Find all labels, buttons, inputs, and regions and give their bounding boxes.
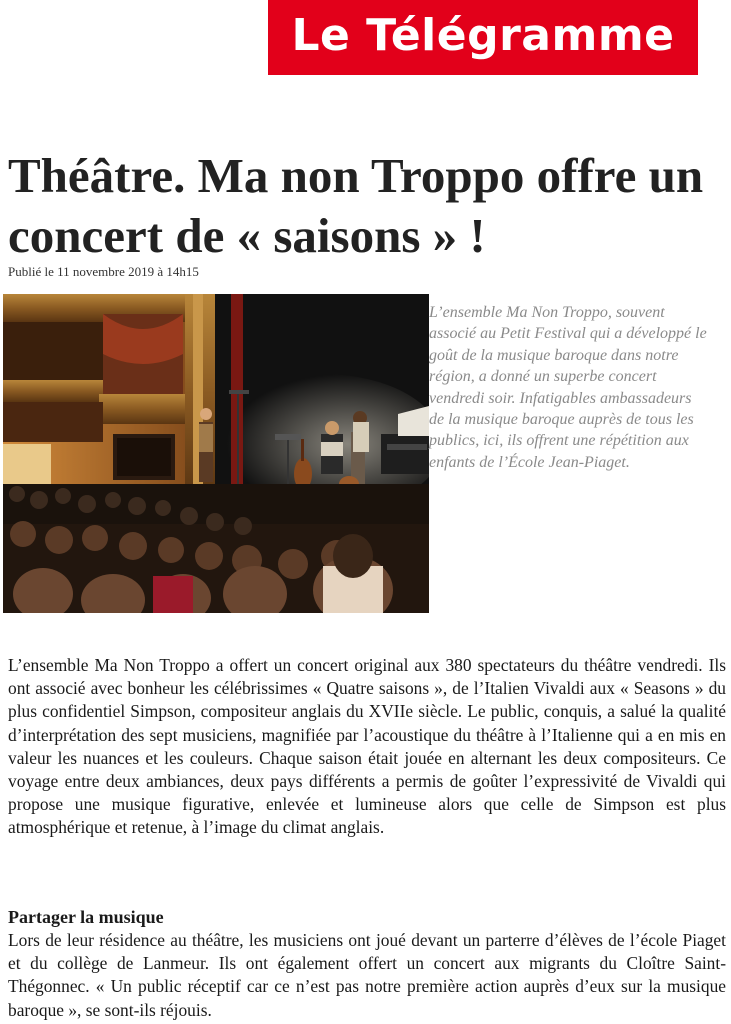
concert-photo	[3, 294, 429, 613]
article-headline: Théâtre. Ma non Troppo offre un concert de « saisons » !	[8, 148, 704, 263]
article-paragraph-2: Lors de leur résidence au théâtre, les musiciens ont joué devant un parterre d’élèves de l’école Piaget et du collège de Lanmeur. Ils ont également offert un concert aux migrants du Cloître Saint-Thégonnec. « Un public réceptif car ce n’est pas notre première action auprès d’eux sur la musique baroque », se sont-ils réjouis.	[8, 930, 726, 1020]
photo-caption: L’ensemble Ma Non Troppo, souvent associé au Petit Festival qui a développé le goût de la musique baroque dans notre région, a donné un superbe concert vendredi soir. Infatigables ambassadeurs de la musique baroque auprès de tous les publics, ici, ils offrent une répétition aux enfants de l’École Jean-Piaget.	[429, 304, 707, 471]
masthead-logo[interactable]	[268, 0, 698, 75]
logo-text: Le Télégramme	[291, 9, 675, 61]
publication-date: Publié le 11 novembre 2019 à 14h15	[8, 264, 199, 279]
article-paragraph-1: L’ensemble Ma Non Troppo a offert un concert original aux 380 spectateurs du théâtre vendredi. Ils ont associé avec bonheur les célébrissimes « Quatre saisons », de l’Italien Vivaldi aux « Seasons » du plus confidentiel Simpson, compositeur anglais du XVIIe siècle. Le public, conquis, a salué la qualité d’interprétation des sept musiciens, magnifiée par l’acoustique du théâtre à l’Italienne qui a en mis en valeur les nuances et les couleurs. Chaque saison était jouée en alternant les deux compositeurs. Ce voyage entre deux ambiances, deux pays différents a permis de goûter l’expressivité de Vivaldi qui propose une musique figurative, enlevée et lumineuse alors que celle de Simpson est plus atmosphérique et retenue, à l’image du climat anglais.	[8, 655, 726, 838]
article-subheading: Partager la musique	[8, 907, 164, 927]
